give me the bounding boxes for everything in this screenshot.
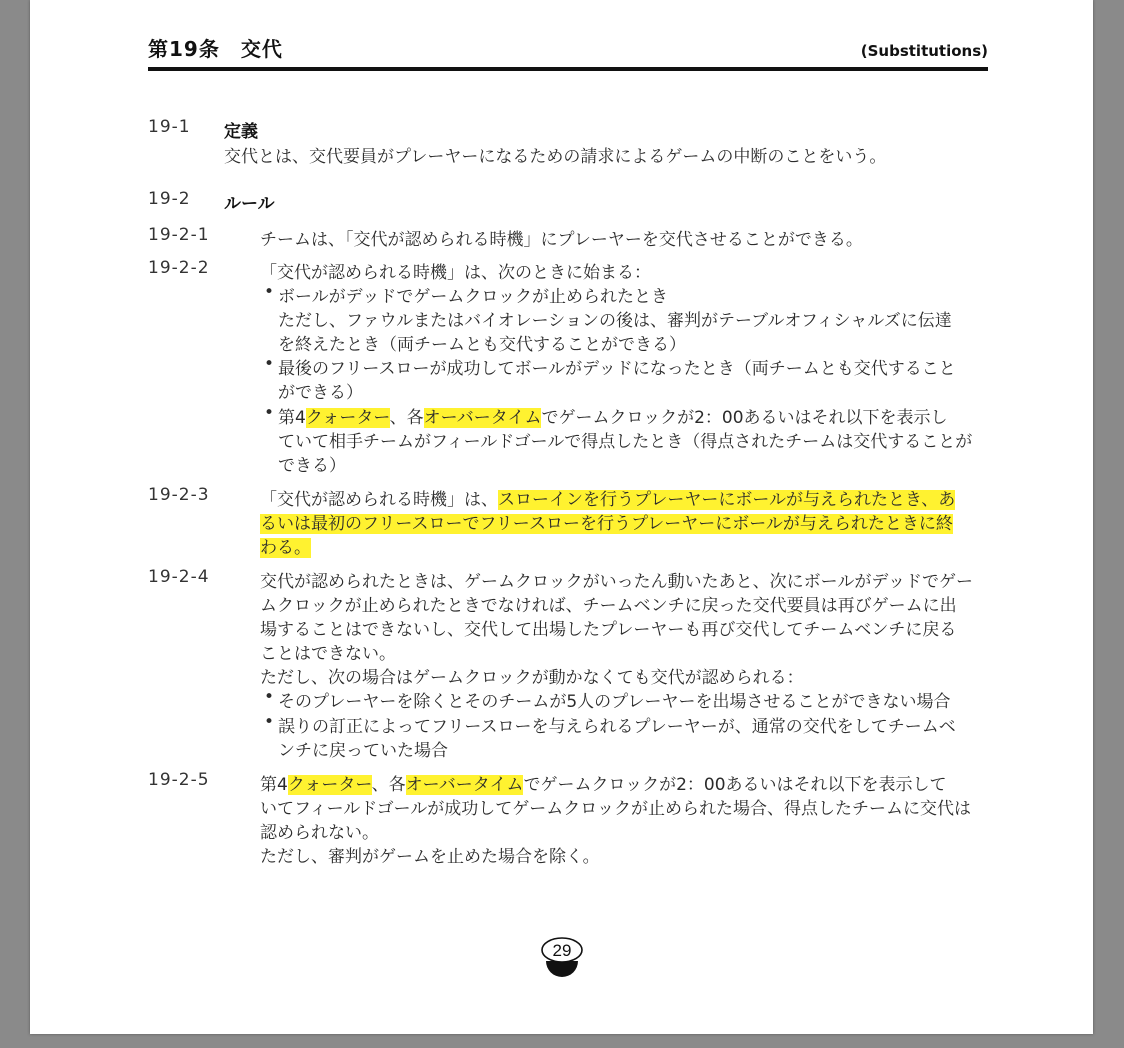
rule-19-2-2-bullet3-line1: 第4クォーター、各オーバータイムでゲームクロックが2：00あるいはそれ以下を表示し	[278, 408, 948, 428]
bullet-dot: •	[264, 282, 275, 302]
rule-19-2-2-bullet1-line1: ボールがデッドでゲームクロックが止められたとき	[278, 287, 668, 307]
rule-19-2-4-line2: ムクロックが止められたときでなければ、チームベンチに戻った交代要員は再びゲームに出	[260, 596, 957, 616]
rule-19-2-2-bullet1-line2: ただし、ファウルまたはバイオレーションの後は、審判がテーブルオフィシャルズに伝達	[278, 311, 952, 331]
rule-19-2-4-line5: ただし、次の場合はゲームクロックが動かなくても交代が認められる：	[260, 668, 804, 688]
rule-19-2-5-line1: 第4クォーター、各オーバータイムでゲームクロックが2：00あるいはそれ以下を表示して	[260, 775, 947, 795]
basketball-icon	[540, 935, 584, 981]
highlight: オーバータイム	[423, 408, 542, 428]
bullet-dot: •	[264, 403, 275, 423]
highlight: クォーター	[305, 408, 390, 428]
bullet-dot: •	[264, 712, 275, 732]
rule-19-2-3-line2	[260, 509, 953, 534]
section-number-19-2-2: 19-2-2	[148, 258, 210, 278]
page-number-badge	[540, 935, 584, 981]
rule-19-2-2-bullet3-line3: できる）	[278, 456, 346, 476]
section-number-19-2-4: 19-2-4	[148, 567, 210, 587]
rule-19-2-3-line3	[260, 533, 311, 558]
bullet-dot: •	[264, 687, 275, 707]
rule-19-2-2-bullet1-line3: を終えたとき（両チームとも交代することができる）	[278, 335, 686, 355]
page-title: 第19条 交代	[148, 37, 283, 61]
section-heading-rules: ルール	[224, 194, 275, 214]
rule-19-2-3-line1: 「交代が認められる時機」は、スローインを行うプレーヤーにボールが与えられたとき、あ	[260, 490, 956, 510]
highlight: スローインを行うプレーヤーにボールが与えられたとき、あ	[498, 490, 956, 510]
highlight: るいは最初のフリースローでフリースローを行うプレーヤーにボールが与えられたときに終	[260, 514, 953, 534]
highlight: オーバータイム	[405, 775, 524, 795]
definition-text: 交代とは、交代要員がプレーヤーになるための請求によるゲームの中断のことをいう。	[224, 147, 887, 167]
section-number-19-2: 19-2	[148, 189, 191, 209]
section-number-19-1: 19-1	[148, 117, 191, 137]
rule-19-2-5-line3: 認められない。	[260, 823, 379, 843]
rule-19-2-2-intro: 「交代が認められる時機」は、次のときに始まる：	[260, 263, 651, 283]
rule-19-2-4-bullet2-line2: ンチに戻っていた場合	[278, 741, 448, 761]
bullet-dot: •	[264, 354, 275, 374]
page-subtitle: (Substitutions)	[860, 42, 988, 60]
rule-19-2-5-line2: いてフィールドゴールが成功してゲームクロックが止められた場合、得点したチームに交代は	[260, 799, 971, 819]
rule-19-2-2-bullet2-line1: 最後のフリースローが成功してボールがデッドになったとき（両チームとも交代すること	[278, 359, 956, 379]
rule-19-2-4-bullet2-line1: 誤りの訂正によってフリースローを与えられるプレーヤーが、通常の交代をしてチームベ	[278, 717, 956, 737]
header-divider	[148, 67, 988, 71]
section-number-19-2-1: 19-2-1	[148, 225, 210, 245]
document-page	[30, 0, 1093, 1034]
rule-19-2-1-text: チームは、「交代が認められる時機」にプレーヤーを交代させることができる。	[260, 230, 863, 250]
rule-19-2-2-bullet3-line2: ていて相手チームがフィールドゴールで得点したとき（得点されたチームは交代することが	[278, 432, 973, 452]
rule-19-2-4-line1: 交代が認められたときは、ゲームクロックがいったん動いたあと、次にボールがデッドでゲー	[260, 572, 973, 592]
section-number-19-2-3: 19-2-3	[148, 485, 210, 505]
section-number-19-2-5: 19-2-5	[148, 770, 210, 790]
rule-19-2-2-bullet2-line2: ができる）	[278, 383, 363, 403]
rule-19-2-4-bullet1: そのプレーヤーを除くとそのチームが5人のプレーヤーを出場させることができない場合	[278, 692, 951, 712]
page-number: 29	[552, 941, 572, 960]
rule-19-2-4-line4: ことはできない。	[260, 644, 396, 664]
highlight: クォーター	[287, 775, 372, 795]
highlight: わる。	[260, 538, 311, 558]
rule-19-2-4-line3: 場することはできないし、交代して出場したプレーヤーも再び交代してチームベンチに戻る	[260, 620, 957, 640]
section-heading-definition: 定義	[224, 122, 258, 142]
rule-19-2-5-line4: ただし、審判がゲームを止めた場合を除く。	[260, 847, 600, 867]
